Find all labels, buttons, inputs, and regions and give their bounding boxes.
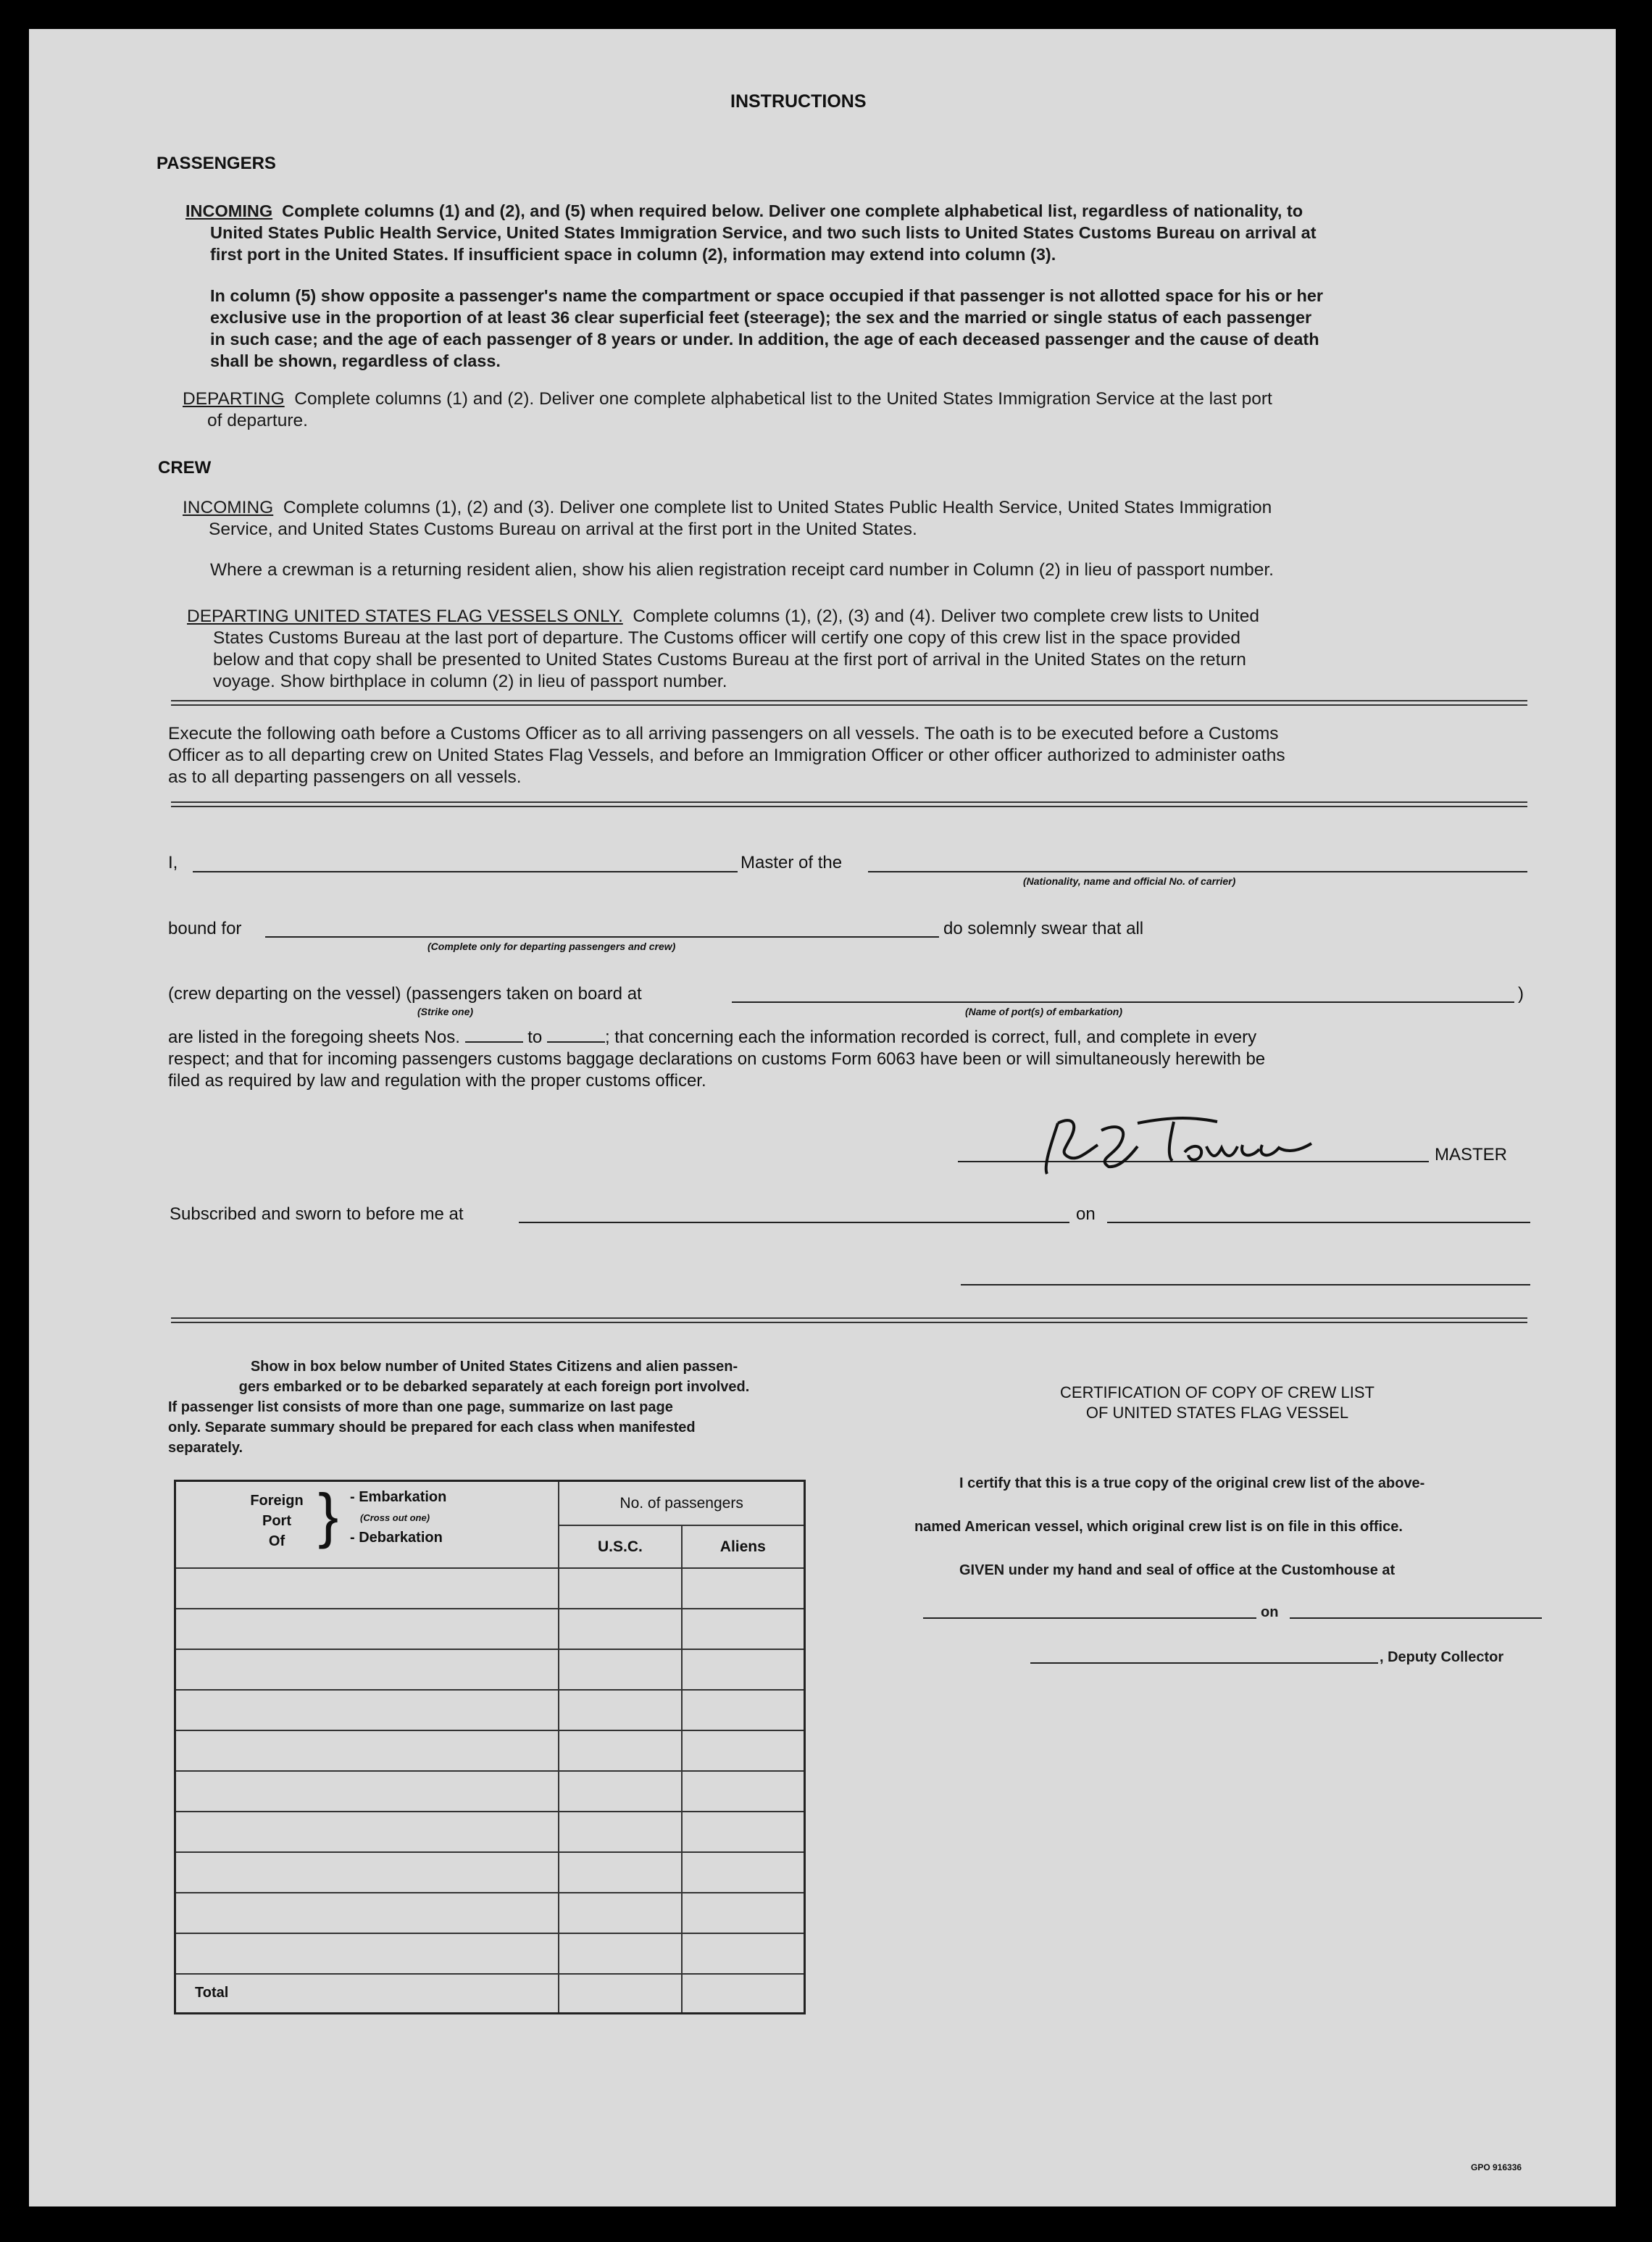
crew-incoming-block [183, 497, 1574, 541]
carrier-caption: (Nationality, name and official No. of carrier) [1023, 875, 1236, 887]
text-line: first port in the United States. If insufficient space in column (2), information may extend into column (3). [210, 245, 1056, 264]
text-line: Execute the following oath before a Customs Officer as to all arriving passengers on all vessels. The oath is to be executed before a Customs [168, 724, 1279, 743]
table-row [175, 1609, 805, 1649]
passengers-incoming-label: INCOMING [185, 201, 273, 220]
summary-instructions [168, 1357, 820, 1458]
aliens-cell[interactable] [682, 1690, 805, 1730]
text-line: below and that copy shall be presented to United States Customs Bureau at the first port of arrival in the United States on the return [213, 650, 1246, 670]
text-line: Officer as to all departing crew on United States Flag Vessels, and before an Immigration Officer or other officer authorized to administer oaths [168, 746, 1285, 765]
port-cell[interactable] [175, 1568, 559, 1609]
table-row [175, 1852, 805, 1893]
no-passengers-header: No. of passengers [559, 1481, 804, 1526]
aliens-cell[interactable] [682, 1568, 805, 1609]
table-row [175, 1730, 805, 1771]
table-row [175, 1690, 805, 1730]
text-line: States Customs Bureau at the last port of departure. The Customs officer will certify one copy of this crew list in the space provided [213, 628, 1241, 648]
sheet-to-field[interactable] [547, 1028, 605, 1043]
customhouse-field[interactable] [923, 1617, 1256, 1619]
deputy-collector-field[interactable] [1030, 1662, 1378, 1664]
text-line: Of [268, 1533, 285, 1549]
total-label: Total [175, 1974, 559, 2013]
certification-date-field[interactable] [1290, 1617, 1542, 1619]
usc-cell[interactable] [559, 1690, 681, 1730]
master-of-the-label: Master of the [741, 853, 843, 872]
usc-cell[interactable] [559, 1609, 681, 1649]
aliens-cell[interactable] [682, 1649, 805, 1690]
ports-caption: (Name of port(s) of embarkation) [965, 1006, 1123, 1017]
text-line: of departure. [207, 411, 308, 430]
certification-heading [913, 1383, 1522, 1423]
text-line: as to all departing passengers on all vessels. [168, 767, 522, 787]
foreign-port-of [237, 1491, 317, 1551]
port-cell[interactable] [175, 1893, 559, 1933]
text-line: If passenger list consists of more than one page, summarize on last page [168, 1399, 673, 1415]
port-cell[interactable] [175, 1812, 559, 1852]
usc-total-cell[interactable] [559, 1974, 681, 2013]
usc-cell[interactable] [559, 1933, 681, 1974]
divider [171, 700, 1527, 701]
certification-line-3: GIVEN under my hand and seal of office at the Customhouse at [959, 1562, 1396, 1578]
sworn-on-label: on [1076, 1204, 1096, 1224]
usc-cell[interactable] [559, 1771, 681, 1812]
text-line: Complete columns (1), (2) and (3). Deliver one complete list to United States Public Health Service, United States Immigration [283, 498, 1272, 517]
master-label: MASTER [1435, 1145, 1508, 1164]
oath-i-label: I, [168, 853, 178, 872]
divider [171, 806, 1527, 807]
text-line: In column (5) show opposite a passenger's name the compartment or space occupied if that passenger is not allotted space for his or her [210, 286, 1324, 305]
text-line: only. Separate summary should be prepared for each class when manifested [168, 1420, 696, 1435]
text-line: OF UNITED STATES FLAG VESSEL [1085, 1404, 1349, 1422]
port-cell[interactable] [175, 1609, 559, 1649]
text-line: Service, and United States Customs Bureau on arrival at the first port in the United States. [209, 520, 917, 539]
table-row [175, 1812, 805, 1852]
ports-field[interactable] [732, 1001, 1514, 1003]
table-row [175, 1771, 805, 1812]
debarkation-label[interactable]: - Debarkation [350, 1530, 443, 1546]
usc-cell[interactable] [559, 1812, 681, 1852]
deputy-collector-label: , Deputy Collector [1380, 1649, 1504, 1665]
aliens-cell[interactable] [682, 1852, 805, 1893]
port-header-cell [175, 1481, 559, 1569]
swear-label: do solemnly swear that all [943, 919, 1144, 938]
usc-header: U.S.C. [559, 1525, 681, 1568]
text-line: exclusive use in the proportion of at least 36 clear superficial feet (steerage); the sex and the married or single status of each passenger [210, 308, 1312, 327]
master-signature [1029, 1101, 1435, 1181]
passengers-heading: PASSENGERS [157, 154, 276, 173]
text-line: Foreign [250, 1493, 304, 1509]
certification-line-1: I certify that this is a true copy of the original crew list of the above- [959, 1475, 1425, 1491]
usc-cell[interactable] [559, 1730, 681, 1771]
text-line: Complete columns (1), (2), (3) and (4). Deliver two complete crew lists to United [633, 607, 1260, 626]
text-line: voyage. Show birthplace in column (2) in lieu of passport number. [213, 672, 727, 691]
carrier-field[interactable] [868, 871, 1527, 872]
aliens-header: Aliens [682, 1525, 805, 1568]
page-title: INSTRUCTIONS [730, 91, 867, 112]
cross-out-caption: (Cross out one) [360, 1512, 430, 1523]
passengers-departing-label: DEPARTING [183, 389, 285, 409]
text-line: separately. [168, 1440, 243, 1456]
crew-resident-line: Where a crewman is a returning resident alien, show his alien registration receipt card number in Column (2) in lieu of passport number. [210, 560, 1274, 580]
certification-on-label: on [1261, 1604, 1279, 1620]
divider [171, 704, 1527, 706]
usc-cell[interactable] [559, 1649, 681, 1690]
aliens-cell[interactable] [682, 1812, 805, 1852]
sworn-date-field[interactable] [1107, 1222, 1530, 1223]
divider [171, 1322, 1527, 1323]
text-line: United States Public Health Service, United States Immigration Service, and two such lists to United States Customs Bureau on arrival at [210, 223, 1317, 242]
text-line: Complete columns (1) and (2), and (5) when required below. Deliver one complete alphabetical list, regardless of nationality, to [282, 201, 1303, 220]
table-header-row [175, 1481, 805, 1526]
brace-icon: } [318, 1481, 339, 1549]
aliens-cell[interactable] [682, 1933, 805, 1974]
aliens-cell[interactable] [682, 1730, 805, 1771]
close-paren: ) [1518, 984, 1524, 1004]
port-cell[interactable] [175, 1852, 559, 1893]
port-cell[interactable] [175, 1649, 559, 1690]
listed-post: ; that concerning each the information recorded is correct, full, and complete in every [604, 1028, 1257, 1047]
aliens-cell[interactable] [682, 1771, 805, 1812]
passengers-incoming-block [185, 200, 1562, 265]
strike-caption: (Strike one) [417, 1006, 474, 1017]
subscribed-label: Subscribed and sworn to before me at [170, 1204, 464, 1224]
crew-heading: CREW [158, 458, 212, 478]
oath-line-3: filed as required by law and regulation with the proper customs officer. [168, 1071, 706, 1091]
embarkation-label[interactable]: - Embarkation [350, 1489, 447, 1505]
text-line: Port [262, 1513, 291, 1529]
table-row [175, 1893, 805, 1933]
form-sheet [29, 29, 1616, 2206]
passengers-departing-block [183, 388, 1574, 432]
bound-for-label: bound for [168, 919, 242, 938]
sheet-from-field[interactable] [465, 1028, 523, 1043]
master-name-field[interactable] [193, 871, 738, 872]
aliens-total-cell[interactable] [682, 1974, 805, 2013]
listed-pre: are listed in the foregoing sheets Nos. [168, 1028, 460, 1047]
officer-signature-field[interactable] [961, 1284, 1530, 1285]
bound-for-field[interactable] [265, 936, 939, 938]
usc-cell[interactable] [559, 1852, 681, 1893]
oath-intro-block [168, 723, 1545, 788]
listed-to: to [527, 1028, 543, 1047]
port-cell[interactable] [175, 1730, 559, 1771]
usc-cell[interactable] [559, 1893, 681, 1933]
table-row [175, 1933, 805, 1974]
certification-line-2: named American vessel, which original crew list is on file in this office. [914, 1519, 1403, 1535]
port-cell[interactable] [175, 1771, 559, 1812]
usc-cell[interactable] [559, 1568, 681, 1609]
aliens-cell[interactable] [682, 1609, 805, 1649]
port-cell[interactable] [175, 1933, 559, 1974]
text-line: CERTIFICATION OF COPY OF CREW LIST [1060, 1383, 1374, 1401]
table-row [175, 1568, 805, 1609]
divider [171, 1317, 1527, 1319]
gpo-code: GPO 916336 [1471, 2162, 1522, 2172]
bound-caption: (Complete only for departing passengers and crew) [427, 941, 676, 952]
listed-line [168, 1028, 1256, 1048]
crew-departing-label-line: (crew departing on the vessel) (passengers taken on board at [168, 984, 642, 1004]
crew-departing-block [187, 606, 1578, 693]
divider [171, 801, 1527, 803]
table-row [175, 1649, 805, 1690]
total-row [175, 1974, 805, 2013]
text-line: shall be shown, regardless of class. [210, 351, 501, 370]
port-cell[interactable] [175, 1690, 559, 1730]
text-line: gers embarked or to be debarked separately at each foreign port involved. [238, 1379, 750, 1395]
sworn-place-field[interactable] [519, 1222, 1069, 1223]
text-line: Show in box below number of United States Citizens and alien passen- [250, 1359, 738, 1375]
crew-departing-label: DEPARTING UNITED STATES FLAG VESSELS ONLY. [187, 607, 623, 626]
text-line: in such case; and the age of each passenger of 8 years or under. In addition, the age of each deceased passenger and the cause of death [210, 330, 1319, 349]
text-line: Complete columns (1) and (2). Deliver one complete alphabetical list to the United States Immigration Service at the last port [294, 389, 1272, 409]
passengers-column5-block [210, 285, 1587, 372]
aliens-cell[interactable] [682, 1893, 805, 1933]
oath-line-2: respect; and that for incoming passengers customs baggage declarations on customs Form 6063 have been or will simultaneously herewith be [168, 1049, 1266, 1069]
passenger-summary-table [174, 1480, 806, 2014]
crew-incoming-label: INCOMING [183, 498, 274, 517]
